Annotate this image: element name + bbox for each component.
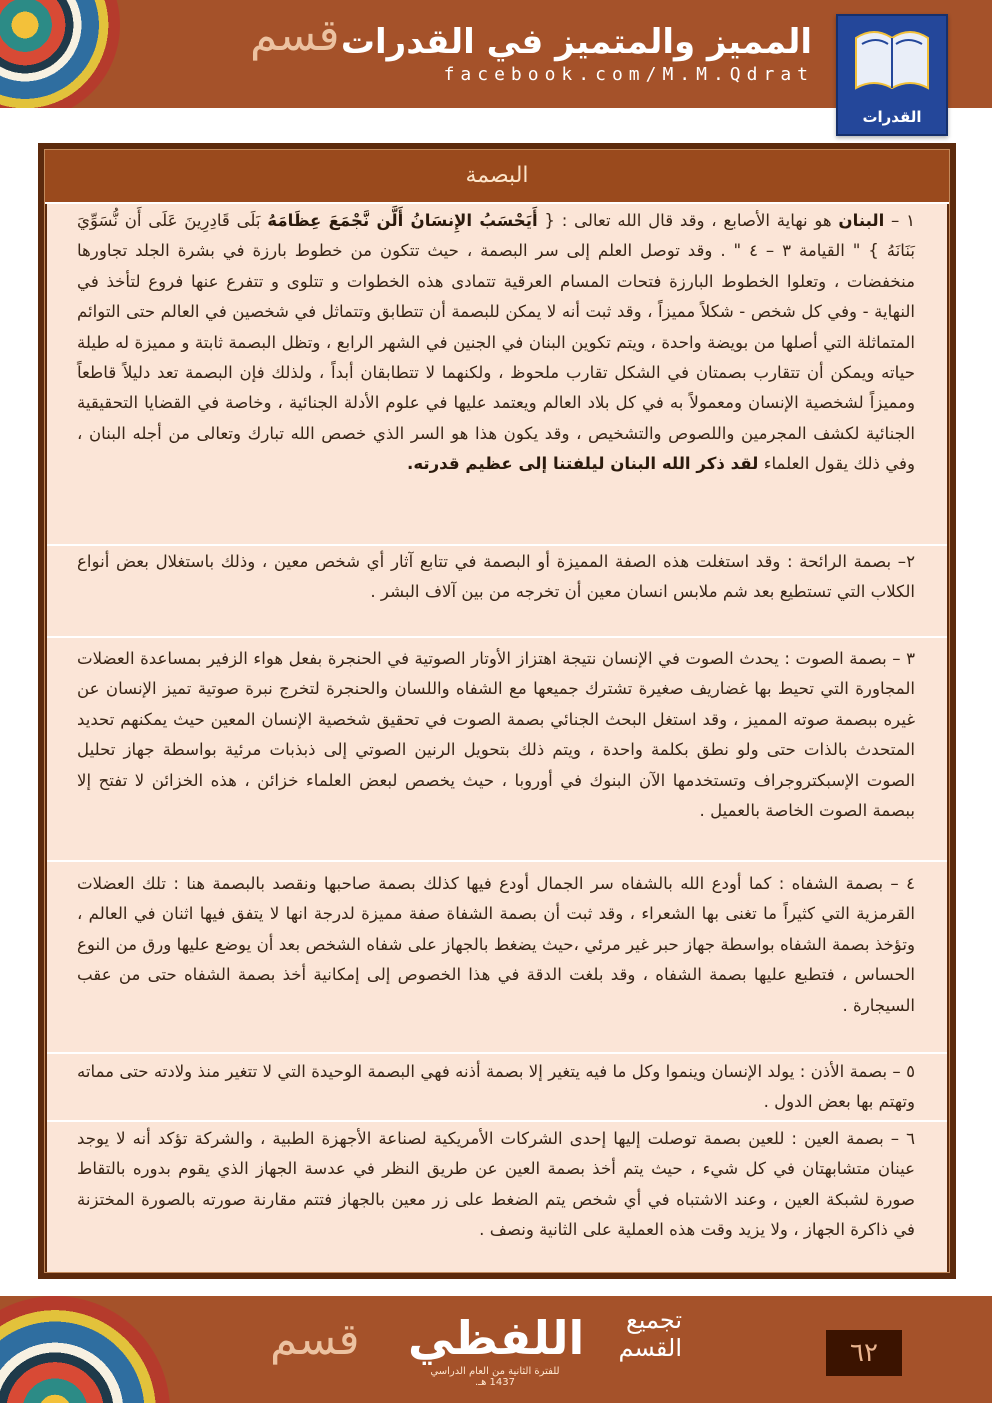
- brand-note: للفترة الثانية من العام الدراسي 1437 هـ.: [430, 1366, 560, 1388]
- section-lips: [47, 862, 947, 1054]
- mandala-ornament-top: [0, 0, 120, 108]
- book-icon: [848, 26, 936, 98]
- content-frame: [38, 143, 956, 1279]
- section-eye: [47, 1122, 947, 1272]
- content-inner: [44, 149, 950, 1273]
- closing-quote: لقد ذكر الله البنان ليلفتنا إلى عظيم قدرته.: [407, 454, 759, 474]
- paragraph-text: ٦ – بصمة العين : للعين بصمة توصلت إليها إحدى الشركات الأمريكية لصناعة الأجهزة الطبية ، والشركة تؤكد أنه لا يوجد عينان متشابهتان في كل شيء ، حيث يتم أخذ بصمة العين عن طريق النظر في عدسة الجهاز الذي يقوم بدوره بالتقاط صورة لشبكة العين ، وعند الاشتباه في أي شخص يتم الضغط على زر معين بالجهاز فتتم مقارنة صورته بالصورة المختزنة في ذاكرة الجهاز ، ولا يزيد وقت هذه العملية على الثانية ونصف .: [77, 1129, 915, 1240]
- keyword-banan: البنان: [838, 211, 885, 230]
- calligraphy-ornament-top: قسم: [250, 10, 340, 61]
- site-url[interactable]: facebook.com/M.M.Qdrat: [443, 64, 814, 85]
- logo-text: القدرات: [862, 108, 922, 126]
- page-number: ٦٢: [826, 1330, 902, 1376]
- section-smell: [47, 546, 947, 638]
- sections-list: [45, 204, 949, 1272]
- section-voice: [47, 638, 947, 862]
- bundle-line-2: القسم: [618, 1334, 682, 1362]
- logo: [836, 14, 948, 136]
- mandala-ornament-bottom: [0, 1296, 170, 1403]
- section-heading: البصمة: [45, 150, 949, 204]
- site-title: المميز والمتميز في القدرات: [340, 22, 812, 62]
- paragraph-text: ٥ – بصمة الأذن : يولد الإنسان وينموا وكل ما فيه يتغير إلا بصمة أذنه فهي البصمة الوحيدة التي لا تتغير منذ ولادته حتى مماته وتهتم بها بعض الدول .: [77, 1062, 915, 1112]
- section-ear: [47, 1054, 947, 1122]
- section-number: ١ –: [884, 211, 915, 230]
- paragraph-text: ٣ – بصمة الصوت : يحدث الصوت في الإنسان نتيجة اهتزاز الأوتار الصوتية في الحنجرة بفعل هواء الزفير بمساعدة العضلات المجاورة التي تحيط بها غضاريف صغيرة تشترك جميعها مع الشفاه واللسان والحنجرة لتخرج نبرة صوتية تميز الإنسان عن غيره ببصمة صوته المميز ، وقد استغل البحث الجنائي بصمة الصوت في تحقيق شخصية الإنسان المعين حيث يمكنهم تحديد المتحدث بالذات حتى ولو نطق بكلمة واحدة ، ويتم ذلك بتحويل الرنين الصوتي إلى ذبذبات مرئية بواسطة جهاز تحليل الصوت الإسبكتروجراف وتستخدمها الآن البنوك في أوروبا ، حيث يخصص لبعض العلماء خزائن ، هذه الخزائن لا تفتح إلا ببصمة الصوت الخاصة بالعميل .: [77, 649, 915, 821]
- paragraph-text: ٢– بصمة الرائحة : وقد استغلت هذه الصفة المميزة أو البصمة في تتابع آثار أي شخص معين ، وذلك باستغلال بعض أنواع الكلاب التي تستطيع بعد شم ملابس انسان معين أن تخرجه من بين آلاف البشر .: [77, 552, 915, 602]
- brand-title: اللفظي: [408, 1311, 585, 1365]
- paragraph-text: هو نهاية الأصابع ، وقد قال الله تعالى : {: [537, 211, 839, 230]
- section-fingerprint: [47, 204, 947, 546]
- quran-verse: أَيَحْسَبُ الإِنسَانُ أَلَّن نَّجْمَعَ عِظَامَهُ: [267, 211, 538, 230]
- calligraphy-ornament-bottom: قسم: [270, 1314, 360, 1365]
- paragraph-text: ٤ – بصمة الشفاه : كما أودع الله بالشفاه سر الجمال أودع فيها كذلك بصمة صاحبها ونقصد بالبصمة هنا : تلك العضلات القرمزية التي كثيراً ما تغنى بها الشعراء ، وقد ثبت أن بصمة الشفاة صفة مميزة لدرجة انها لا يتفق فيها اثنان في العالم ، وتؤخذ بصمة الشفاه بواسطة جهاز حبر غير مرئي ،حيث يضغط بالجهاز على شفاه الشخص بعد أن يوضع عليها ورق من النوع الحساس ، فتطبع عليها بصمة الشفاه ، وقد بلغت الدقة في هذا الخصوص إلى إمكانية أخذ بصمة الشفاه حتى من عقب السيجارة .: [77, 874, 915, 1015]
- bundle-line-1: تجميع: [625, 1306, 682, 1334]
- paragraph-text: بَلَى قَادِرِينَ عَلَى أَن نُّسَوِّيَ بَنَانَهُ } " القيامة ٣ – ٤ " . وقد توصل العلم إلى سر البصمة ، حيث تتكون من خطوط بارزة في بشرة الجلد تجاورها منخفضات ، وتعلوا الخطوط البارزة فتحات المسام العرقية تتمادى هذه الخطوات و تتلوى و تتفرع عنها فروع لتأخذ في النهاية - وفي كل شخص - شكلاً مميزاً ، وقد ثبت أنه لا يمكن للبصمة أن تتطابق وتتماثل في شخصين في العالم حتى التوائم المتماثلة التي أصلها من بويضة واحدة ، ويتم تكوين البنان في الجنين في الشهر الرابع ، وتظل البصمة ثابتة و مميزة له طيلة حياته ويمكن أن تتقارب بصمتان في الشكل تقارب ملحوظ ، ولكنهما لا تتطابقان أبداً ، ولذلك فإن البصمة تعد دليلاً قاطعاً ومميزاً لشخصية الإنسان ومعمولاً به في كل بلاد العالم ويعتمد عليها في علوم الأدلة الجنائية ، وخاصة في القضايا التحقيقية الجنائية لكشف المجرمين واللصوص والتشخيص ، وقد يكون هذا هو السر الذي خصص الله تبارك وتعالى من أجله البنان ، وفي ذلك يقول العلماء: [77, 211, 915, 474]
